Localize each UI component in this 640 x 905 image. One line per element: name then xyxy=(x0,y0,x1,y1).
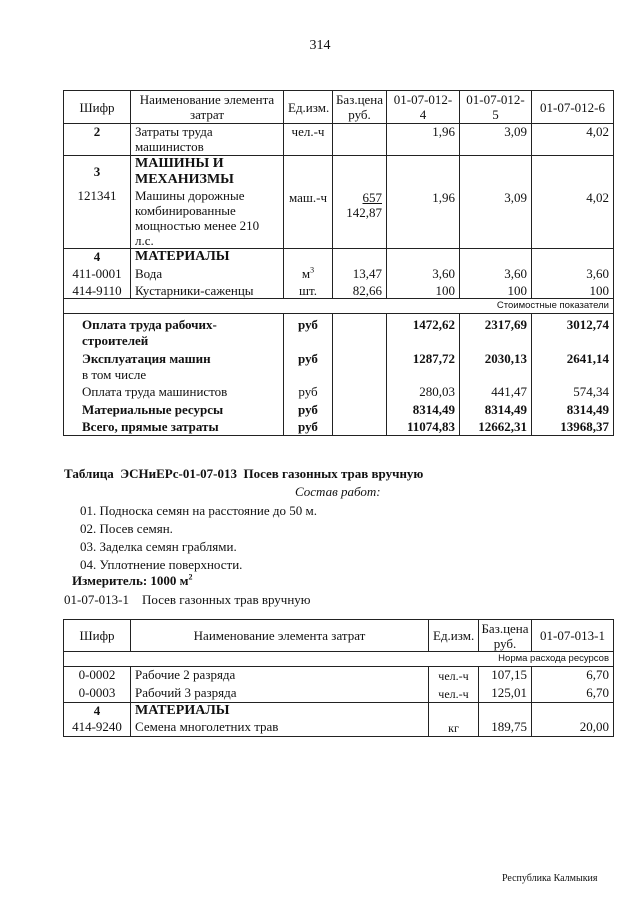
cost-value: 441,47 xyxy=(491,384,527,399)
cost-unit: руб xyxy=(298,384,318,399)
cell-code: 411-0001 xyxy=(72,266,122,281)
section-heading-machines: МАШИНЫ И МЕХАНИЗМЫ xyxy=(135,156,234,187)
work-step: 02. Посев семян. xyxy=(80,521,173,536)
cell-name: Семена многолетних трав xyxy=(135,719,279,734)
resource-table-01-07-012 xyxy=(63,90,614,436)
cost-value: 8314,49 xyxy=(412,402,455,417)
cell-base-price: 142,87 xyxy=(346,205,382,220)
section-heading-materials: МАТЕРИАЛЫ xyxy=(135,703,230,718)
table-row xyxy=(64,667,614,703)
cell-name: Рабочий 3 разряда xyxy=(135,685,237,700)
header-unit: Ед.изм. xyxy=(284,91,333,124)
header-col-012-6: 01-07-012-6 xyxy=(532,91,614,124)
cell-base-price: 189,75 xyxy=(491,719,527,734)
header-col-012-5: 01-07-012-5 xyxy=(460,91,532,124)
cell-value: 3,09 xyxy=(460,124,532,156)
cell-unit: чел.-ч xyxy=(284,124,333,156)
cell-value: 100 xyxy=(589,283,609,298)
cost-indicators-label: Стоимостные показатели xyxy=(64,299,614,314)
cell-code: 4 xyxy=(93,703,101,718)
page-number: 314 xyxy=(309,38,331,53)
cell-name: Машины дорожные комбинированные мощностью менее 210 л.с. xyxy=(135,188,260,248)
cell-value: 1,96 xyxy=(387,124,460,156)
cell-unit: чел.-ч xyxy=(438,687,469,701)
work-step: 04. Уплотнение поверхности. xyxy=(80,557,243,572)
resource-table-01-07-013 xyxy=(63,619,614,737)
cell-base-price xyxy=(333,124,387,156)
cost-label: в том числе xyxy=(82,367,147,382)
cell-code: 414-9110 xyxy=(72,283,122,298)
cost-value: 2641,14 xyxy=(566,351,609,366)
page-footer-region: Республика Калмыкия xyxy=(502,873,598,884)
table-row xyxy=(64,703,614,737)
cell-base-price: 82,66 xyxy=(352,283,382,298)
cost-value: 2030,13 xyxy=(484,351,527,366)
cell-unit: м xyxy=(301,266,311,281)
cell-name: Затраты труда машинистов xyxy=(131,124,284,156)
header-name: Наименование элемента затрат xyxy=(131,620,429,652)
cost-value: 1287,72 xyxy=(412,351,455,366)
measure-label: Измеритель: 1000 м xyxy=(72,573,189,588)
table-header-row xyxy=(64,91,614,124)
cost-value: 3012,74 xyxy=(566,317,609,332)
cell-code: 414-9240 xyxy=(72,719,122,734)
cost-value: 2317,69 xyxy=(484,317,527,332)
cell-base-price-top: 657 xyxy=(362,190,382,205)
cell-code: 0-0002 xyxy=(78,667,116,682)
cell-code: 0-0003 xyxy=(78,685,116,700)
cost-label: Оплата труда машинистов xyxy=(82,384,228,399)
table-row xyxy=(64,156,614,249)
cost-unit: руб xyxy=(298,351,318,366)
composition-label: Состав работ: xyxy=(295,484,381,499)
header-col-012-4: 01-07-012-4 xyxy=(387,91,460,124)
cell-code: 121341 xyxy=(77,188,117,203)
cost-value: 280,03 xyxy=(419,384,455,399)
cell-value: 6,70 xyxy=(586,667,609,682)
work-step: 01. Подноска семян на расстояние до 50 м. xyxy=(80,503,317,518)
cell-name: Рабочие 2 разряда xyxy=(135,667,236,682)
cost-unit: руб xyxy=(298,402,318,417)
cell-value: 3,09 xyxy=(504,190,527,205)
cell-base-price: 125,01 xyxy=(491,685,527,700)
cell-unit: шт. xyxy=(299,283,317,298)
measure-superscript: 2 xyxy=(188,572,193,582)
cell-code: 3 xyxy=(93,164,101,179)
cost-label: Всего, прямые затраты xyxy=(82,419,219,434)
cell-value: 4,02 xyxy=(532,124,614,156)
cost-label: Эксплуатация машин xyxy=(82,351,211,366)
cost-value: 12662,31 xyxy=(478,419,527,434)
header-unit: Ед.изм. xyxy=(429,620,479,652)
cost-label: Материальные ресурсы xyxy=(82,402,224,417)
cell-base-price: 107,15 xyxy=(491,667,527,682)
header-base-price: Баз.цена руб. xyxy=(333,91,387,124)
cost-summary-block xyxy=(64,314,614,436)
cost-unit: руб xyxy=(298,317,318,332)
unit-superscript: 3 xyxy=(310,265,315,275)
header-code: Шифр xyxy=(64,91,131,124)
cell-value: 20,00 xyxy=(579,719,609,734)
table-header-row xyxy=(64,620,614,652)
cell-base-price: 13,47 xyxy=(352,266,382,281)
cost-value: 13968,37 xyxy=(560,419,609,434)
cell-value: 100 xyxy=(507,283,527,298)
cell-unit: чел.-ч xyxy=(438,669,469,683)
measure-unit xyxy=(72,573,193,589)
cost-value: 8314,49 xyxy=(566,402,609,417)
cell-name: Вода xyxy=(135,266,163,281)
cell-value: 3,60 xyxy=(432,266,455,281)
norm-code-line: 01-07-013-1 Посев газонных трав вручную xyxy=(64,592,311,607)
cell-value: 1,96 xyxy=(432,190,455,205)
cost-value: 8314,49 xyxy=(484,402,527,417)
cell-value: 3,60 xyxy=(504,266,527,281)
cost-unit: руб xyxy=(298,419,318,434)
table-title: Таблица ЭСНиЕРс-01-07-013 Посев газонных трав вручную xyxy=(64,466,424,481)
header-name: Наименование элемента затрат xyxy=(131,91,284,124)
cell-value: 4,02 xyxy=(586,190,609,205)
cost-value: 11074,83 xyxy=(406,419,455,434)
cell-unit: кг xyxy=(448,721,459,735)
cell-value: 100 xyxy=(435,283,455,298)
section-heading-materials: МАТЕРИАЛЫ xyxy=(135,249,230,264)
cell-code: 2 xyxy=(64,124,131,156)
cell-name: Кустарники-саженцы xyxy=(135,283,254,298)
cell-code: 4 xyxy=(93,249,101,264)
work-step: 03. Заделка семян граблями. xyxy=(80,539,237,554)
cell-value: 3,60 xyxy=(586,266,609,281)
table-row xyxy=(64,124,614,156)
header-base-price: Баз.цена руб. xyxy=(479,620,532,652)
cost-value: 1472,62 xyxy=(412,317,455,332)
resource-norm-label: Норма расхода ресурсов xyxy=(64,652,614,667)
cost-label: Оплата труда рабочих-строителей xyxy=(82,317,217,348)
cost-value: 574,34 xyxy=(573,384,609,399)
cell-value: 6,70 xyxy=(586,685,609,700)
cell-unit: маш.-ч xyxy=(288,190,328,205)
table-row xyxy=(64,249,614,299)
header-col-013-1: 01-07-013-1 xyxy=(532,620,614,652)
header-code: Шифр xyxy=(64,620,131,652)
